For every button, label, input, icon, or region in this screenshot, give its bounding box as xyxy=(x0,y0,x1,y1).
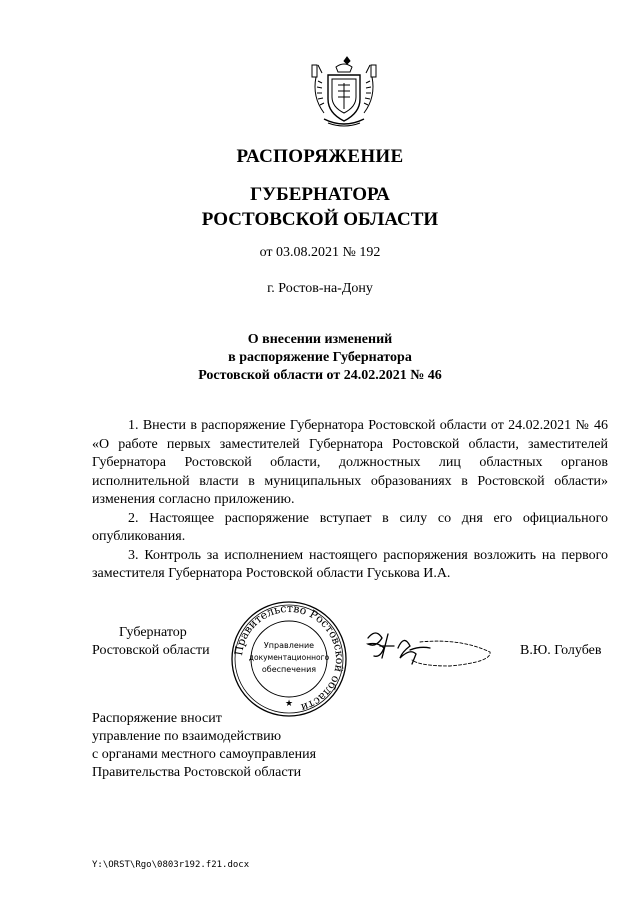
stamp-inner-line-2: документационного xyxy=(248,653,330,662)
issuer-line-2: РОСТОВСКОЙ ОБЛАСТИ xyxy=(201,209,439,230)
prepared-by-line-1: Распоряжение вносит xyxy=(92,711,222,726)
body-paragraph-3: 3. Контроль за исполнением настоящего распоряжения возложить на первого заместителя Губернатора Ростовской области Гуськова И.А. xyxy=(92,547,608,581)
document-subject xyxy=(0,331,640,385)
document-type: РАСПОРЯЖЕНИЕ xyxy=(236,146,404,167)
file-path-footer: Y:\ORST\Rgo\0803r192.f21.docx xyxy=(92,860,250,870)
document-date-number: от 03.08.2021 № 192 xyxy=(259,245,381,260)
stamp-inner-line-1: Управление xyxy=(263,641,315,650)
prepared-by-line-2: управление по взаимодействию xyxy=(92,729,282,744)
document-city: г. Ростов-на-Дону xyxy=(267,281,373,296)
document-body xyxy=(92,417,608,584)
issuer-title xyxy=(0,182,640,232)
stamp-inner-line-3: обеспечения xyxy=(261,665,317,674)
prepared-by-block xyxy=(92,710,316,782)
official-stamp xyxy=(230,600,348,718)
prepared-by-line-3: с органами местного самоуправления xyxy=(92,747,317,762)
issuer-line-1: ГУБЕРНАТОРА xyxy=(250,184,390,205)
stamp-star-icon: ★ xyxy=(284,698,294,708)
stamp-outer-text: Правительство Ростовской области xyxy=(231,601,347,715)
subject-line-2: в распоряжение Губернатора xyxy=(228,350,412,365)
signatory-position-line-1: Губернатор xyxy=(119,625,187,640)
subject-line-1: О внесении изменений xyxy=(247,332,393,347)
body-paragraph-1: 1. Внести в распоряжение Губернатора Ростовской области от 24.02.2021 № 46 «О работе первых заместителей Губернатора Ростовской области, заместителей Губернатора Ростовской области, должностных лиц областных органов исполнительной власти в муниципальных образованиях в Ростовской области» изменения согласно приложению. xyxy=(92,418,608,507)
prepared-by-line-4: Правительства Ростовской области xyxy=(92,765,302,780)
handwritten-signature xyxy=(362,626,497,668)
coat-of-arms-icon xyxy=(308,55,380,131)
signatory-position-line-2: Ростовской области xyxy=(92,643,210,658)
signatory-position xyxy=(92,624,210,660)
signatory-name: В.Ю. Голубев xyxy=(520,643,602,658)
subject-line-3: Ростовской области от 24.02.2021 № 46 xyxy=(198,368,442,383)
body-paragraph-2: 2. Настоящее распоряжение вступает в силу со дня его официального опубликования. xyxy=(92,510,608,544)
